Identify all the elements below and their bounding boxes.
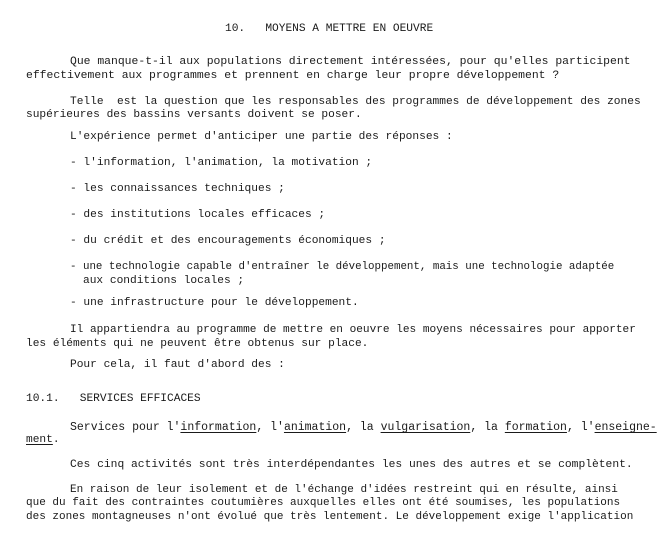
section-number: 10.1. — [26, 393, 60, 405]
term-vulgarisation: vulgarisation — [380, 421, 471, 434]
term-information: information — [180, 421, 257, 434]
intro-line-1: Que manque-t-il aux populations directement intéressées, pour qu'elles participent — [70, 56, 631, 68]
term-formation: formation — [504, 421, 567, 434]
pour-cela-line: Pour cela, il faut d'abord des : — [70, 359, 285, 371]
program-line-2: les éléments qui ne peuvent être obtenus sur place. — [26, 338, 369, 350]
experience-line: L'expérience permet d'anticiper une partie des réponses : — [70, 131, 453, 143]
list-item: - du crédit et des encouragements économiques ; — [70, 235, 386, 247]
isolation-line-3: des zones montagneuses n'ont évolué que très lentement. Le développement exige l'application — [26, 511, 634, 523]
list-item: - une technologie capable d'entraîner le développement, mais une technologie adaptée — [70, 261, 615, 273]
list-item-continuation: aux conditions locales ; — [83, 275, 245, 287]
page-heading — [225, 23, 433, 36]
section-heading — [26, 393, 201, 406]
list-item: - des institutions locales efficaces ; — [70, 209, 326, 221]
heading-number: 10. — [225, 23, 246, 35]
section-title: SERVICES EFFICACES — [79, 393, 201, 405]
isolation-line-1: En raison de leur isolement et de l'échange d'idées restreint qui en résulte, ainsi — [70, 484, 618, 496]
term-enseignement: enseigne- — [594, 421, 657, 434]
five-activities-line: Ces cinq activités sont très interdépendantes les unes des autres et se complètent. — [70, 459, 633, 471]
list-item: - une infrastructure pour le développement. — [70, 297, 359, 309]
program-line-1: Il appartiendra au programme de mettre en oeuvre les moyens nécessaires pour apporter — [70, 324, 636, 336]
intro-line-2: effectivement aux programmes et prennent en charge leur propre développement ? — [26, 70, 560, 82]
term-animation: animation — [283, 421, 347, 434]
list-item: - les connaissances techniques ; — [70, 183, 285, 195]
services-line-1: Services pour l'information, l'animation, la vulgarisation, la formation, l'enseigne- — [70, 421, 657, 434]
question-line-2: supérieures des bassins versants doivent se poser. — [26, 109, 362, 121]
services-line-2: ment. — [26, 434, 60, 446]
question-line-1: Telle est la question que les responsables des programmes de développement des zones — [70, 96, 641, 108]
heading-title: MOYENS A METTRE EN OEUVRE — [265, 23, 434, 35]
list-item: - l'information, l'animation, la motivation ; — [70, 157, 373, 169]
term-enseignement-end: ment — [26, 434, 53, 446]
isolation-line-2: que du fait des contraintes coutumières auxquelles elles ont été soumises, les populations — [26, 497, 621, 509]
